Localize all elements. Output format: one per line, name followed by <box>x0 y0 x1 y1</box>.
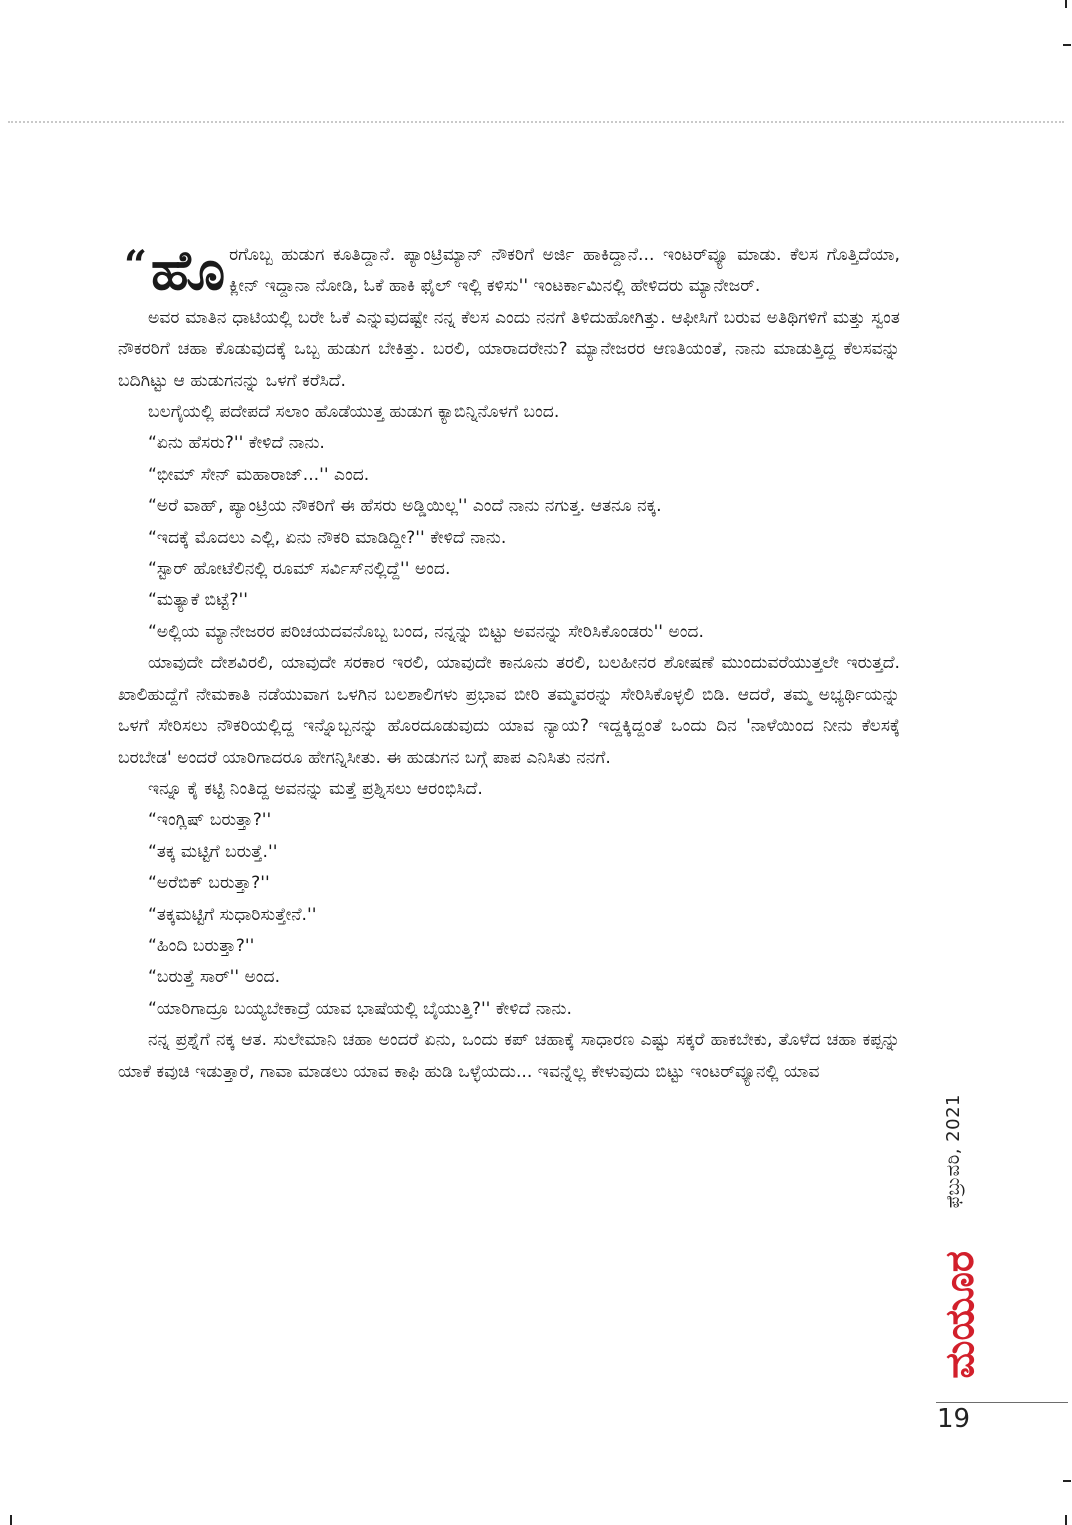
paragraph: ಬಲಗೈಯಲ್ಲಿ ಪದೇಪದೆ ಸಲಾಂ ಹೊಡೆಯುತ್ತ ಹುಡುಗ ಕ್ಯಾಬಿನ್ನಿನೊಳಗೆ ಬಂದ. <box>148 402 560 423</box>
paragraph: “ಅರೆ ವಾಹ್, ಪ್ಯಾಂಟ್ರಿಯ ನೌಕರಿಗೆ ಈ ಹೆಸರು ಅಡ್ಡಿಯಿಲ್ಲ'' ಎಂದೆ ನಾನು ನಗುತ್ತ. ಆತನೂ ನಕ್ಕ. <box>148 496 662 517</box>
paragraph: “ಏನು ಹೆಸರು?'' ಕೇಳಿದೆ ನಾನು. <box>148 433 325 454</box>
paragraph: ಇನ್ನೂ ಕೈ ಕಟ್ಟಿ ನಿಂತಿದ್ದ ಅವನನ್ನು ಮತ್ತೆ ಪ್ರಶ್ನಿಸಲು ಆರಂಭಿಸಿದೆ. <box>148 778 483 799</box>
opening-paragraph <box>118 240 900 303</box>
paragraph: “ಬರುತ್ತೆ ಸಾರ್'' ಅಂದ. <box>148 967 281 988</box>
paragraph: “ತಕ್ಕಮಟ್ಟಿಗೆ ಸುಧಾರಿಸುತ್ತೇನೆ.'' <box>148 904 317 925</box>
paragraph: ನನ್ನ ಪ್ರಶ್ನೆಗೆ ನಕ್ಕ ಆತ. ಸುಲೇಮಾನಿ ಚಹಾ ಅಂದರೆ ಏನು, ಒಂದು ಕಪ್ ಚಹಾಕ್ಕೆ ಸಾಧಾರಣ ಎಷ್ಟು ಸಕ್ಕರೆ ಹಾಕಬೇಕು, ತೊಳೆದ ಚಹಾ ಕಪ್ಪನ್ನು ಯಾಕೆ ಕವುಚಿ ಇಡುತ್ತಾರೆ, ಗಾವಾ ಮಾಡಲು ಯಾವ ಕಾಫಿ ಹುಡಿ ಒಳ್ಳೆಯದು... ಇವನ್ನೆಲ್ಲ ಕೇಳುವುದು ಬಿಟ್ಟು ಇಂಟರ್‌ವ್ಯೂನಲ್ಲಿ ಯಾವ <box>118 1030 900 1082</box>
header-dotted-rule <box>8 121 1064 123</box>
crop-mark-right-bottom <box>1063 1480 1071 1482</box>
crop-mark-top-right <box>1063 44 1071 46</box>
paragraph: “ಅಲ್ಲಿಯ ಮ್ಯಾನೇಜರರ ಪರಿಚಯದವನೊಬ್ಬ ಬಂದ, ನನ್ನನ್ನು ಬಿಟ್ಟು ಅವನನ್ನು ಸೇರಿಸಿಕೊಂಡರು'' ಅಂದ. <box>148 621 704 642</box>
masthead-logo: ಮಯೂರ <box>937 1251 983 1379</box>
page-number-rule <box>936 1402 1068 1403</box>
magazine-masthead <box>930 1250 990 1380</box>
article-body <box>118 240 900 1088</box>
dropcap: ಹೊ <box>151 239 226 302</box>
paragraph: “ಯಾರಿಗಾದ್ರೂ ಬಯ್ಯಬೇಕಾದ್ರೆ ಯಾವ ಭಾಷೆಯಲ್ಲಿ ಬೈಯುತ್ತಿ?'' ಕೇಳಿದೆ ನಾನು. <box>148 998 572 1019</box>
paragraph: “ಭೀಮ್ ಸೇನ್ ಮಹಾರಾಜ್...'' ಎಂದ. <box>148 464 370 485</box>
crop-mark-top <box>1065 0 1067 8</box>
dropcap-block <box>124 239 226 302</box>
paragraph: “ಇಂಗ್ಲಿಷ್ ಬರುತ್ತಾ?'' <box>148 810 272 831</box>
paragraph: ಯಾವುದೇ ದೇಶವಿರಲಿ, ಯಾವುದೇ ಸರಕಾರ ಇರಲಿ, ಯಾವುದೇ ಕಾನೂನು ತರಲಿ, ಬಲಹೀನರ ಶೋಷಣೆ ಮುಂದುವರೆಯುತ್ತಲೇ ಇರುತ್ತದೆ. ಖಾಲಿಹುದ್ದೆಗೆ ನೇಮಕಾತಿ ನಡೆಯುವಾಗ ಒಳಗಿನ ಬಲಶಾಲಿಗಳು ಪ್ರಭಾವ ಬೀರಿ ತಮ್ಮವರನ್ನು ಸೇರಿಸಿಕೊಳ್ಳಲಿ ಬಿಡಿ. ಆದರೆ, ತಮ್ಮ ಅಭ್ಯರ್ಥಿಯನ್ನು ಒಳಗೆ ಸೇರಿಸಲು ನೌಕರಿಯಲ್ಲಿದ್ದ ಇನ್ನೊಬ್ಬನನ್ನು ಹೊರದೂಡುವುದು ಯಾವ ನ್ಯಾಯ? ಇದ್ದಕ್ಕಿದ್ದಂತೆ ಒಂದು ದಿನ 'ನಾಳೆಯಿಂದ ನೀನು ಕೆಲಸಕ್ಕೆ ಬರಬೇಡ' ಅಂದರೆ ಯಾರಿಗಾದರೂ ಹೇಗನ್ನಿಸೀತು. ಈ ಹುಡುಗನ ಬಗ್ಗೆ ಪಾಪ ಎನಿಸಿತು ನನಗೆ. <box>118 653 900 768</box>
paragraph: “ಇದಕ್ಕೆ ಮೊದಲು ಎಲ್ಲಿ, ಏನು ನೌಕರಿ ಮಾಡಿದ್ದೀ?'' ಕೇಳಿದೆ ನಾನು. <box>148 527 507 548</box>
paragraph: “ಹಿಂದಿ ಬರುತ್ತಾ?'' <box>148 935 255 956</box>
paragraph: “ಅರೆಬಿಕ್ ಬರುತ್ತಾ?'' <box>148 873 270 894</box>
paragraph: “ಮತ್ಯಾಕೆ ಬಿಟ್ಟೆ?'' <box>148 590 248 611</box>
opening-quote-mark: “ <box>124 242 148 289</box>
page-number: 19 <box>937 1404 971 1434</box>
paragraph: “ಸ್ಟಾರ್ ಹೋಟೆಲಿನಲ್ಲಿ ರೂಮ್ ಸರ್ವಿಸ್‌ನಲ್ಲಿದ್ದೆ'' ಅಂದ. <box>148 559 451 580</box>
paragraph: ಅವರ ಮಾತಿನ ಧಾಟಿಯಲ್ಲಿ ಬರೇ ಓಕೆ ಎನ್ನುವುದಷ್ಟೇ ನನ್ನ ಕೆಲಸ ಎಂದು ನನಗೆ ತಿಳಿದುಹೋಗಿತ್ತು. ಆಫೀಸಿಗೆ ಬರುವ ಅತಿಥಿಗಳಿಗೆ ಮತ್ತು ಸ್ವಂತ ನೌಕರರಿಗೆ ಚಹಾ ಕೊಡುವುದಕ್ಕೆ ಒಬ್ಬ ಹುಡುಗ ಬೇಕಿತ್ತು. ಬರಲಿ, ಯಾರಾದರೇನು? ಮ್ಯಾನೇಜರರ ಆಣತಿಯಂತೆ, ನಾನು ಮಾಡುತ್ತಿದ್ದ ಕೆಲಸವನ್ನು ಬದಿಗಿಟ್ಟು ಆ ಹುಡುಗನನ್ನು ಒಳಗೆ ಕರೆಸಿದೆ. <box>118 307 900 391</box>
issue-date: ಫೆಬ್ರುವರಿ, 2021 <box>943 1094 964 1209</box>
crop-mark-bottom-left <box>10 1515 12 1525</box>
paragraph-text: ರಗೊಬ್ಬ ಹುಡುಗ ಕೂತಿದ್ದಾನೆ. ಪ್ಯಾಂಟ್ರಿಮ್ಯಾನ್ ನೌಕರಿಗೆ ಅರ್ಜಿ ಹಾಕಿದ್ದಾನೆ... ಇಂಟರ್‌ವ್ಯೂ ಮಾಡು. ಕೆಲಸ ಗೊತ್ತಿದೆಯಾ, ಕ್ಲೀನ್ ಇದ್ದಾನಾ ನೋಡಿ, ಓಕೆ ಹಾಕಿ ಫೈಲ್ ಇಲ್ಲಿ ಕಳಿಸು'' ಇಂಟರ್ಕಾಮಿನಲ್ಲಿ ಹೇಳಿದರು ಮ್ಯಾನೇಜರ್. <box>229 245 900 297</box>
paragraph: “ತಕ್ಕ ಮಟ್ಟಿಗೆ ಬರುತ್ತೆ.'' <box>148 841 278 862</box>
crop-mark-bottom-right <box>1065 1515 1067 1525</box>
